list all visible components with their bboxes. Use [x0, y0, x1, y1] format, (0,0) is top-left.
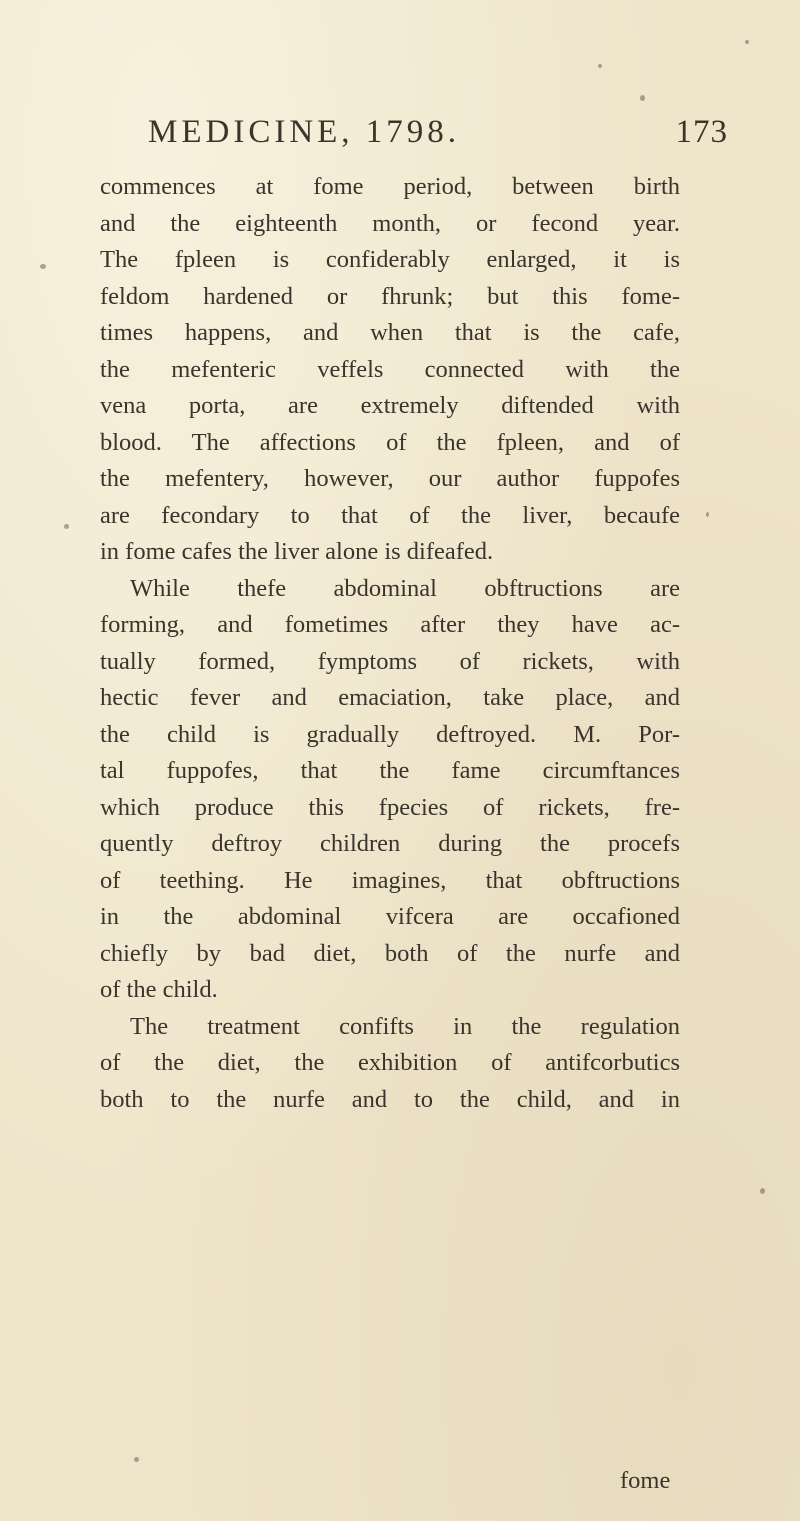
text-line: in the abdominal vifcera are occafioned — [100, 903, 680, 930]
text-line: vena porta, are extremely diftended with — [100, 392, 680, 419]
text-line: While thefe abdominal obftructions are — [130, 574, 680, 602]
text-line: blood. The affections of the fpleen, and of — [100, 428, 680, 456]
text-line: tually formed, fymptoms of rickets, with — [100, 647, 680, 675]
text-line: and the eighteenth month, or fecond year. — [100, 209, 680, 237]
text-line: both to the nurfe and to the child, and in — [100, 1085, 680, 1113]
text-line: of the child. — [100, 976, 218, 1003]
text-line: the child is gradually deftroyed. M. Por- — [100, 720, 680, 748]
text-line: in fome cafes the liver alone is difeafed. — [100, 538, 494, 565]
text-line: chiefly by bad diet, both of the nurfe and — [100, 939, 680, 967]
paper-speck — [598, 64, 602, 68]
catchword: fome — [620, 1467, 671, 1494]
text-line: which produce this fpecies of rickets, fre- — [100, 793, 680, 821]
text-line: of teething. He imagines, that obftructions — [100, 866, 680, 894]
text-line: The fpleen is confiderably enlarged, it is — [100, 246, 680, 273]
paper-speck — [640, 95, 645, 101]
text-line: the mefenteric veffels connected with the — [100, 355, 680, 383]
text-line: commences at fome period, between birth — [100, 173, 680, 200]
text-line: The treatment confifts in the regulation — [130, 1012, 680, 1040]
text-line: tal fuppofes, that the fame circumftances — [100, 757, 680, 784]
paper-speck — [64, 524, 69, 529]
running-head — [148, 110, 728, 154]
text-line: feldom hardened or fhrunk; but this fome- — [100, 282, 680, 310]
text-line: forming, and fometimes after they have ac- — [100, 611, 680, 638]
text-line: hectic fever and emaciation, take place, and — [100, 684, 680, 711]
page-number: 173 — [675, 114, 728, 150]
paper-speck — [745, 40, 749, 44]
paper-speck — [134, 1457, 139, 1462]
text-line: times happens, and when that is the cafe, — [100, 319, 680, 346]
text-line: the mefentery, however, our author fuppofes — [100, 465, 680, 492]
paper-speck — [40, 264, 46, 269]
text-line: are fecondary to that of the liver, becaufe — [100, 501, 680, 529]
paper-speck — [760, 1188, 765, 1194]
text-line: of the diet, the exhibition of antifcorbutics — [100, 1049, 680, 1076]
running-head-title: MEDICINE, 1798. — [148, 114, 461, 150]
text-line: quently deftroy children during the procefs — [100, 830, 680, 857]
body-text — [100, 169, 680, 1118]
paper-speck — [706, 512, 709, 517]
